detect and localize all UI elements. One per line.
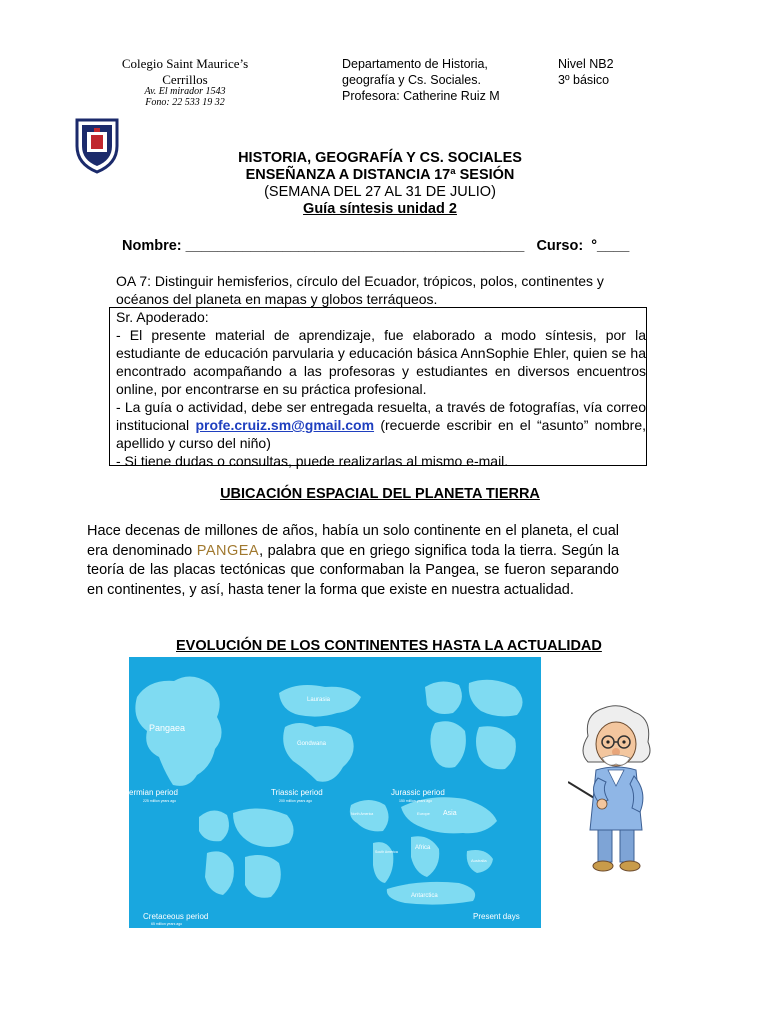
learning-objective: OA 7: Distinguir hemisferios, círculo del Ecuador, trópicos, polos, continentes y océanos del planeta en mapas y globos terráqueos.	[116, 273, 604, 307]
label-gondwana: Gondwana	[297, 741, 327, 747]
title-guide: Guía síntesis unidad 2	[303, 201, 457, 217]
department-info	[342, 56, 500, 104]
label-cretaceous-sub: 65 million years ago	[151, 922, 183, 926]
level-info	[558, 56, 614, 88]
notice-item-2: - La guía o actividad, debe ser entregada resuelta, a través de fotografías, vía correo institucional profe.cruiz.sm@gmail.com (recuerde escribir en el “asunto” nombre, apellido y curso del niño)	[116, 399, 647, 451]
label-pangaea: Pangaea	[149, 723, 186, 733]
course-label: Curso:	[536, 238, 584, 254]
section-title-evolution: EVOLUCIÓN DE LOS CONTINENTES HASTA LA ACTUALIDAD	[176, 638, 602, 654]
school-city: Cerrillos	[162, 72, 208, 87]
notice-greeting: Sr. Apoderado:	[116, 309, 209, 325]
notice-item-1: - El presente material de aprendizaje, fue elaborado a modo síntesis, por la estudiante de educación parvularia y educación básica AnnSophie Ehler, quien se ha encontrado acompañando a las profesoras y estudiantes en diversos encuentros online, por encontrarse en su práctica profesional.	[116, 327, 646, 397]
label-present: Present days	[473, 912, 520, 921]
gondwana-landmass	[283, 723, 353, 782]
label-triassic-sub: 200 million years ago	[279, 799, 313, 803]
title-session: ENSEÑANZA A DISTANCIA 17ª SESIÓN	[245, 167, 515, 183]
level-label: Nivel NB2	[558, 57, 614, 71]
email-link[interactable]: profe.cruiz.sm@gmail.com	[195, 417, 375, 433]
label-laurasia: Laurasia	[307, 697, 331, 703]
department-line2: geografía y Cs. Sociales.	[342, 73, 481, 87]
course-field[interactable]: °____	[591, 238, 630, 254]
teacher-name: Profesora: Catherine Ruiz M	[342, 89, 500, 103]
school-address: Av. El mirador 1543	[144, 86, 226, 97]
label-jurassic: Jurassic period	[391, 788, 445, 797]
name-field[interactable]: __________________________________________	[185, 238, 525, 254]
label-permian-sub: 225 million years ago	[143, 799, 177, 803]
label-asia: Asia	[443, 810, 457, 817]
parent-notice-box	[109, 307, 647, 469]
label-australia: Australia	[471, 858, 487, 863]
label-south-america: South America	[375, 850, 398, 854]
school-name: Colegio Saint Maurice’s	[121, 56, 249, 71]
title-subject: HISTORIA, GEOGRAFÍA Y CS. SOCIALES	[238, 150, 522, 166]
professor-illustration	[568, 700, 664, 875]
label-africa: Africa	[415, 845, 431, 851]
label-europe: Europe	[417, 811, 430, 816]
name-course-line	[122, 238, 629, 254]
label-triassic: Triassic period	[271, 788, 323, 797]
school-phone: Fono: 22 533 19 32	[145, 97, 225, 108]
section-title-location: UBICACIÓN ESPACIAL DEL PLANETA TIERRA	[220, 486, 540, 502]
title-week: (SEMANA DEL 27 AL 31 DE JULIO)	[264, 184, 496, 200]
name-label: Nombre:	[122, 238, 182, 254]
pangea-highlight: PANGEA	[196, 542, 260, 559]
continental-drift-map	[129, 657, 541, 928]
grade-label: 3º básico	[558, 73, 610, 87]
continents-illustration	[129, 657, 541, 928]
notice-item-3: - Si tiene dudas o consultas, puede realizarlas al mismo e-mail.	[116, 453, 509, 469]
department-line1: Departamento de Historia,	[342, 57, 488, 71]
label-permian: ermian period	[129, 788, 178, 797]
document-title	[80, 150, 680, 218]
pangea-paragraph: Hace decenas de millones de años, había un solo continente en el planeta, el cual era denominado PANGEA, palabra que en griego significa toda la tierra. Según la teoría de las placas tectónicas que conformaban la Pangea, se fueron separando en continentes, y así, hasta tener la forma que existe en nuestra actualidad.	[87, 523, 620, 598]
label-antarctica: Antarctica	[411, 893, 438, 899]
label-jurassic-sub: 150 million years ago	[399, 799, 433, 803]
label-north-america: North America	[351, 812, 374, 816]
label-cretaceous: Cretaceous period	[143, 912, 209, 921]
